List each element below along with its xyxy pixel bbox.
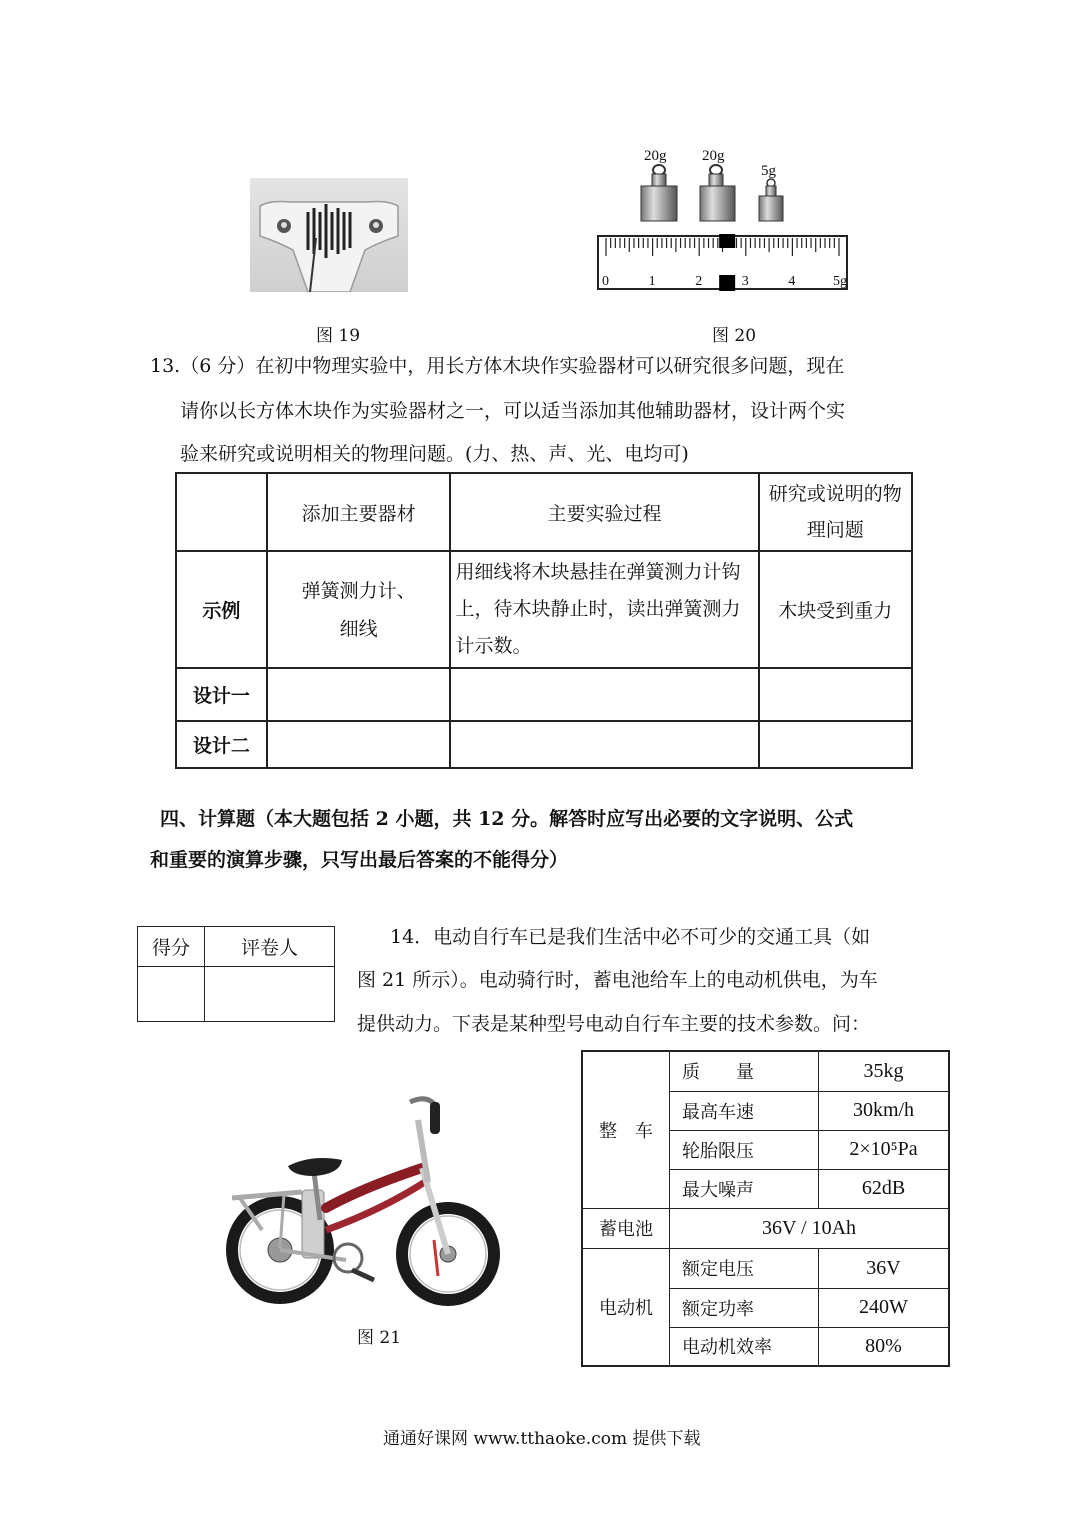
spec-voltage-value: 36V [819, 1248, 950, 1288]
spec-efficiency-name: 电动机效率 [670, 1327, 819, 1366]
scale-label: 4 [788, 274, 796, 289]
figure-21-bicycle-image [222, 1080, 524, 1312]
section-4-line-1: 四、计算题（本大题包括 2 小题，共 12 分。解答时应写出必要的文字说明、公式 [160, 808, 854, 830]
header-materials: 添加主要器材 [267, 473, 451, 551]
spec-power-value: 240W [819, 1288, 950, 1327]
row-example-label: 示例 [176, 551, 267, 668]
figure-19-image [250, 178, 408, 292]
weight-label-3: 5g [761, 163, 776, 179]
row-design2-process[interactable] [450, 721, 758, 768]
spec-table [581, 1050, 950, 1367]
spec-noise-value: 62dB [819, 1169, 950, 1208]
q13-line-3: 验来研究或说明相关的物理问题。(力、热、声、光、电均可) [180, 443, 689, 465]
spec-speed-value: 30km/h [819, 1091, 950, 1130]
row-design2-label: 设计二 [176, 721, 267, 768]
q14-line-2: 图 21 所示）。电动骑行时，蓄电池给车上的电动机供电，为车 [357, 969, 878, 991]
scale-label: 5g [833, 274, 847, 289]
q14-line-3: 提供动力。下表是某种型号电动自行车主要的技术参数。问： [357, 1013, 871, 1035]
score-box [137, 926, 335, 1022]
row-design1-materials[interactable] [267, 668, 451, 721]
scale-label: 3 [741, 274, 749, 289]
scale-label: 0 [602, 274, 609, 289]
group-vehicle-label: 整 车 [582, 1051, 670, 1208]
grader-cell[interactable] [205, 967, 335, 1022]
header-empty [176, 473, 267, 551]
group-motor-label: 电动机 [582, 1248, 670, 1366]
row-example-materials: 弹簧测力计、细线 [267, 551, 451, 668]
battery-label: 蓄电池 [582, 1208, 670, 1248]
spec-mass-name: 质 量 [670, 1051, 819, 1091]
q13-line-1: 13.（6 分）在初中物理实验中，用长方体木块作实验器材可以研究很多问题，现在 [150, 355, 845, 377]
spec-tire-value: 2×10⁵Pa [819, 1130, 950, 1169]
figure-20-weights [596, 143, 852, 295]
row-design2-materials[interactable] [267, 721, 451, 768]
row-design2-problem[interactable] [759, 721, 912, 768]
scale-label: 1 [648, 274, 656, 289]
q13-line-2: 请你以长方体木块作为实验器材之一，可以适当添加其他辅助器材，设计两个实 [180, 400, 846, 422]
spec-efficiency-value: 80% [819, 1327, 950, 1366]
grader-label: 评卷人 [205, 927, 335, 967]
spec-noise-name: 最大噪声 [670, 1169, 819, 1208]
row-example-process: 用细线将木块悬挂在弹簧测力计钩上，待木块静止时，读出弹簧测力计示数。 [450, 551, 758, 668]
spec-voltage-name: 额定电压 [670, 1248, 819, 1288]
scale-label: 2 [695, 274, 703, 289]
row-design1-problem[interactable] [759, 668, 912, 721]
header-process: 主要实验过程 [450, 473, 758, 551]
score-cell[interactable] [138, 967, 205, 1022]
q14-line-1: 14．电动自行车已是我们生活中必不可少的交通工具（如 [390, 926, 871, 948]
section-4-line-2: 和重要的演算步骤，只写出最后答案的不能得分） [150, 849, 569, 871]
spec-mass-value: 35kg [819, 1051, 950, 1091]
figure-21-caption: 图 21 [357, 1328, 402, 1348]
header-problem: 研究或说明的物理问题 [759, 473, 912, 551]
figure-20-caption: 图 20 [712, 326, 757, 346]
q13-design-table [175, 472, 913, 769]
spec-tire-name: 轮胎限压 [670, 1130, 819, 1169]
spec-power-name: 额定功率 [670, 1288, 819, 1327]
score-label: 得分 [138, 927, 205, 967]
page-footer[interactable]: 通通好课网 www.tthaoke.com 提供下载 [383, 1429, 701, 1449]
figure-19-caption: 图 19 [316, 326, 361, 346]
spec-speed-name: 最高车速 [670, 1091, 819, 1130]
row-example-problem: 木块受到重力 [759, 551, 912, 668]
battery-value: 36V / 10Ah [670, 1208, 950, 1248]
row-design1-process[interactable] [450, 668, 758, 721]
row-design1-label: 设计一 [176, 668, 267, 721]
weight-label-1: 20g [644, 148, 667, 164]
weight-label-2: 20g [702, 148, 725, 164]
